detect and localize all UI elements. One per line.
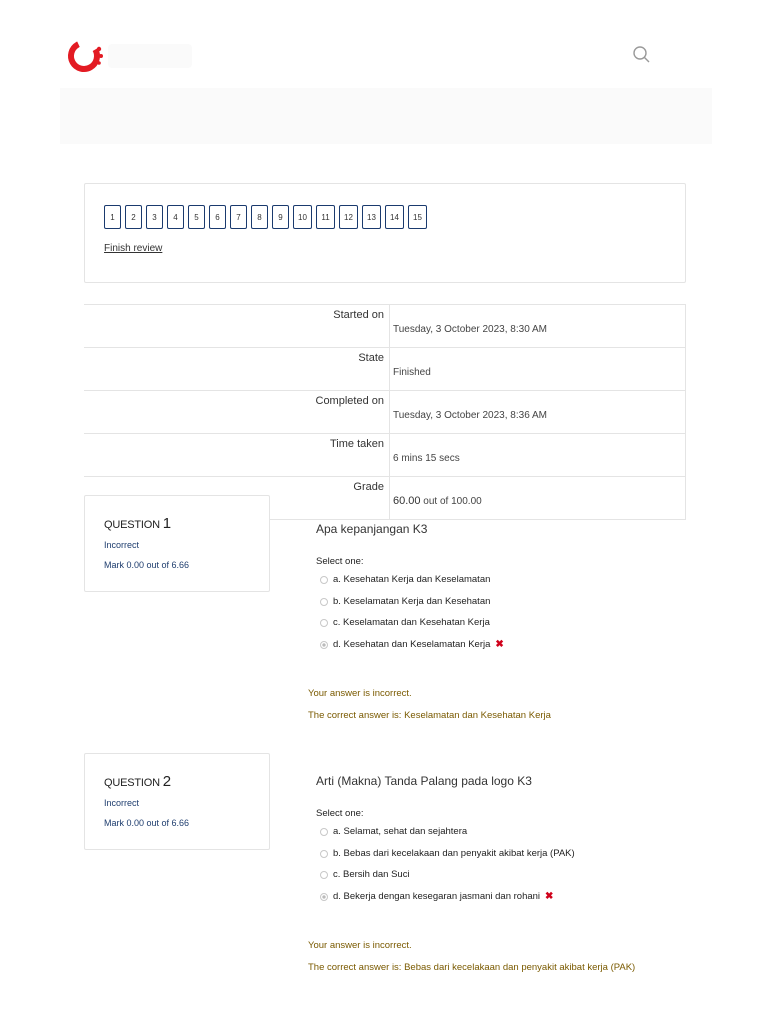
question-1-text: Apa kepanjangan K3: [316, 522, 428, 536]
summary-row: [84, 434, 686, 477]
nav-question-5[interactable]: 5: [188, 205, 205, 229]
summary-value: Finished: [390, 348, 686, 391]
radio-button[interactable]: [320, 576, 328, 584]
radio-button[interactable]: [320, 619, 328, 627]
nav-question-3[interactable]: 3: [146, 205, 163, 229]
nav-question-6[interactable]: 6: [209, 205, 226, 229]
question-label: QUESTION: [104, 777, 160, 789]
option-label: d. Bekerja dengan kesegaran jasmani dan rohani: [333, 891, 541, 902]
question-2-option-a[interactable]: [320, 826, 467, 837]
nav-question-9[interactable]: 9: [272, 205, 289, 229]
question-1-option-d[interactable]: [320, 639, 504, 650]
radio-button[interactable]: [320, 871, 328, 879]
question-mark: Mark 0.00 out of 6.66: [104, 560, 190, 570]
grade-label: Grade: [84, 477, 390, 520]
summary-label: Started on: [84, 305, 390, 348]
correct-answer: The correct answer is: Keselamatan dan Kesehatan Kerja: [308, 710, 551, 721]
option-label: c. Keselamatan dan Kesehatan Kerja: [333, 617, 490, 628]
nav-question-10[interactable]: 10: [293, 205, 312, 229]
question-nav-buttons: [104, 205, 427, 229]
question-number: [104, 773, 171, 790]
summary-label: Completed on: [84, 391, 390, 434]
search-icon[interactable]: [632, 45, 652, 65]
answer-feedback: Your answer is incorrect.: [308, 688, 412, 699]
question-2-option-c[interactable]: [320, 869, 410, 880]
question-state: Incorrect: [104, 540, 140, 550]
grade-value: [390, 477, 686, 520]
question-2-text: Arti (Makna) Tanda Palang pada logo K3: [316, 774, 532, 788]
question-num: 2: [162, 773, 171, 790]
radio-button[interactable]: [320, 828, 328, 836]
option-label: d. Kesehatan dan Keselamatan Kerja: [333, 639, 491, 650]
option-label: a. Kesehatan Kerja dan Keselamatan: [333, 574, 491, 585]
question-2-info: [84, 753, 270, 850]
summary-value: Tuesday, 3 October 2023, 8:36 AM: [390, 391, 686, 434]
summary-value: Tuesday, 3 October 2023, 8:30 AM: [390, 305, 686, 348]
summary-row: [84, 305, 686, 348]
question-label: QUESTION: [104, 519, 160, 531]
nav-question-1[interactable]: 1: [104, 205, 121, 229]
question-1-option-b[interactable]: [320, 596, 490, 607]
summary-label: Time taken: [84, 434, 390, 477]
incorrect-icon: ✖: [545, 891, 554, 902]
answer-feedback: Your answer is incorrect.: [308, 940, 412, 951]
select-one-prompt: Select one:: [316, 808, 364, 819]
radio-button-selected[interactable]: [320, 641, 328, 649]
nav-question-13[interactable]: 13: [362, 205, 381, 229]
option-label: c. Bersih dan Suci: [333, 869, 410, 880]
site-logo[interactable]: [66, 36, 106, 76]
question-state: Incorrect: [104, 798, 140, 808]
grade-score: 60.00: [393, 495, 421, 507]
finish-review-link[interactable]: Finish review: [104, 243, 163, 254]
attempt-summary-table: [84, 304, 686, 520]
nav-question-2[interactable]: 2: [125, 205, 142, 229]
nav-question-12[interactable]: 12: [339, 205, 358, 229]
radio-button[interactable]: [320, 850, 328, 858]
nav-question-15[interactable]: 15: [408, 205, 427, 229]
option-label: b. Keselamatan Kerja dan Kesehatan: [333, 596, 491, 607]
summary-row: [84, 348, 686, 391]
incorrect-icon: ✖: [495, 639, 504, 650]
page-header-band: [60, 88, 712, 144]
nav-question-14[interactable]: 14: [385, 205, 404, 229]
grade-max: out of 100.00: [420, 496, 482, 507]
nav-question-7[interactable]: 7: [230, 205, 247, 229]
nav-question-4[interactable]: 4: [167, 205, 184, 229]
option-label: b. Bebas dari kecelakaan dan penyakit akibat kerja (PAK): [333, 848, 575, 859]
question-1-option-a[interactable]: [320, 574, 490, 585]
question-2-option-b[interactable]: [320, 848, 575, 859]
site-name-placeholder: [108, 44, 192, 68]
question-mark: Mark 0.00 out of 6.66: [104, 818, 190, 828]
summary-row: [84, 391, 686, 434]
summary-value: 6 mins 15 secs: [390, 434, 686, 477]
question-2-option-d[interactable]: [320, 891, 553, 902]
option-label: a. Selamat, sehat dan sejahtera: [333, 826, 468, 837]
radio-button-selected[interactable]: [320, 893, 328, 901]
nav-question-8[interactable]: 8: [251, 205, 268, 229]
radio-button[interactable]: [320, 598, 328, 606]
select-one-prompt: Select one:: [316, 556, 364, 567]
correct-answer: The correct answer is: Bebas dari kecelakaan dan penyakit akibat kerja (PAK): [308, 962, 636, 973]
summary-label: State: [84, 348, 390, 391]
question-number: [104, 515, 171, 532]
question-1-info: [84, 495, 270, 592]
question-1-option-c[interactable]: [320, 617, 490, 628]
nav-question-11[interactable]: 11: [316, 205, 335, 229]
quiz-navigation-panel: [84, 183, 686, 283]
question-num: 1: [162, 515, 171, 532]
